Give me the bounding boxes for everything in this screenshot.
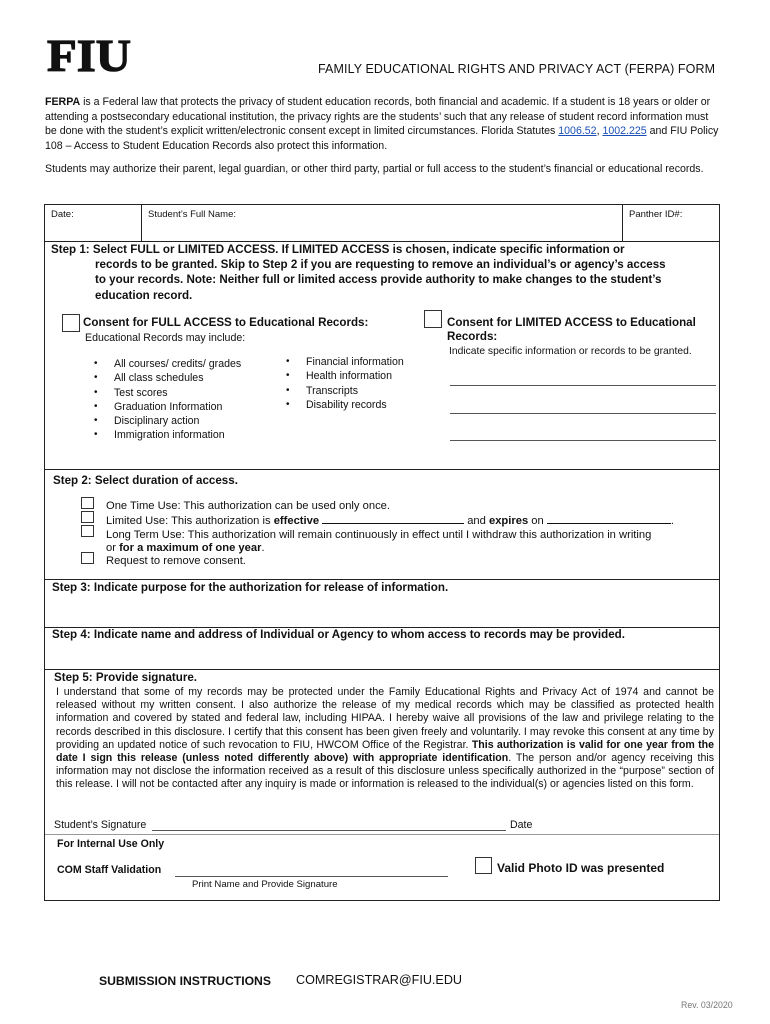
- full-access-label: Consent for FULL ACCESS to Educational Records:: [83, 316, 369, 329]
- limited-use-text: Limited Use: This authorization is: [106, 515, 274, 528]
- link-separator: ,: [596, 125, 603, 138]
- period2: .: [261, 541, 265, 554]
- revision-label: Rev. 03/2020: [681, 1000, 733, 1010]
- statute-link-1002[interactable]: 1002.225: [602, 125, 647, 138]
- submission-email[interactable]: COMREGISTRAR@FIU.EDU: [296, 973, 463, 987]
- form-title: FAMILY EDUCATIONAL RIGHTS AND PRIVACY ACT (FERPA) FORM: [318, 62, 716, 76]
- max-one-year: for a maximum of one year: [119, 541, 262, 554]
- print-name-label: Print Name and Provide Signature: [192, 879, 338, 890]
- record-type-item: • Transcripts: [281, 384, 461, 398]
- full-access-sub: Educational Records may include:: [85, 332, 246, 344]
- step1-line4: education record.: [95, 288, 193, 302]
- signature-date-label: Date: [510, 819, 533, 831]
- intro-paragraph: [45, 95, 720, 153]
- effective-label: effective: [273, 515, 320, 528]
- limited-access-sub: Indicate specific information or records to be granted.: [449, 346, 692, 357]
- signature-label: Student’s Signature: [54, 819, 147, 831]
- one-time-option: One Time Use: This authorization can be used only once.: [106, 500, 390, 512]
- internal-use-title: For Internal Use Only: [57, 838, 165, 850]
- record-type-item: • Immigration information: [89, 428, 279, 442]
- statute-link-1006[interactable]: 1006.52: [558, 125, 597, 138]
- record-type-item: • Graduation Information: [89, 400, 279, 414]
- or-text: or: [106, 541, 120, 554]
- record-type-item: • Disability records: [281, 398, 461, 412]
- record-type-item: • Disciplinary action: [89, 414, 279, 428]
- step1-line3: to your records. Note: Neither full or limited access provide authority to make changes to the student’s: [95, 273, 662, 287]
- record-type-item: • Test scores: [89, 386, 279, 400]
- record-type-item: • All class schedules: [89, 371, 279, 385]
- consent-text-bold: This authorization is valid for one year from the date I sign this release (unless noted differently above) with appropriate identification: [56, 738, 714, 765]
- limited-label-line1: Consent for LIMITED ACCESS to Educational: [447, 316, 696, 329]
- panther-id-label: Panther ID#:: [629, 209, 683, 220]
- intro-text: is a Federal law that protects the privacy of student education records, both financial and academic. If a student is 18 years or older or attending a postsecondary educational institution, the privacy rights are the students’ such that any release of student record information must be done with the student’s explicit written/electronic consent except in limited circumstances. Florida Statutes: [45, 96, 711, 138]
- staff-validation-label: COM Staff Validation: [57, 864, 162, 876]
- step4-title: Step 4: Indicate name and address of Individual or Agency to whom access to records may be provided.: [52, 628, 625, 641]
- intro-text-end: and FIU Policy 108 – Access to Student Education Records also protect this information.: [45, 125, 719, 152]
- step2-title: Step 2: Select duration of access.: [53, 474, 238, 487]
- date-label: Date:: [51, 209, 74, 220]
- and-text: and: [464, 515, 489, 528]
- period: .: [670, 515, 674, 528]
- limited-label-line2: Records:: [447, 330, 498, 344]
- submission-label: SUBMISSION INSTRUCTIONS: [99, 974, 271, 988]
- form-frame: [44, 204, 720, 901]
- step1-line1: Step 1: Select FULL or LIMITED ACCESS. If LIMITED ACCESS is chosen, indicate specific information or: [51, 243, 625, 256]
- remove-consent-option: Request to remove consent.: [106, 555, 246, 568]
- student-name-label: Student’s Full Name:: [148, 209, 237, 220]
- record-type-item: • Financial information: [281, 355, 461, 369]
- valid-id-label: Valid Photo ID was presented: [497, 861, 665, 875]
- fiu-logo-text: FIU: [47, 33, 131, 77]
- ferpa-bold: FERPA: [45, 96, 81, 108]
- step5-title: Step 5: Provide signature.: [54, 671, 198, 684]
- expires-label: expires: [488, 515, 529, 528]
- step3-title: Step 3: Indicate purpose for the authorization for release of information.: [52, 581, 449, 594]
- record-type-item: • Health information: [281, 369, 461, 383]
- long-term-option: Long Term Use: This authorization will remain continuously in effect until I withdraw this authorization in writing: [106, 528, 652, 541]
- intro-paragraph-2: Students may authorize their parent, legal guardian, or other third party, partial or full access to the student’s financial or educational records.: [45, 163, 704, 175]
- record-type-item: • All courses/ credits/ grades: [89, 357, 279, 371]
- fiu-logo: [47, 33, 133, 77]
- consent-text-a: I understand that some of my records may be protected under the Family Educational Rights and Privacy Act of 1974 and cannot be released without my written consent. I also authorize the release of my medical records which may be classified as protected health information and covered by stated and federal law, including HIPAA. I hereby waive all provisions of the law and privilege relating to the records described in this disclosure. I certify that this consent has been given freely and voluntarily. I may revoke this consent at any time by providing an updated notice of such revocation to FIU, HWCOM Office of the Registrar.: [56, 686, 714, 751]
- on-text: on: [528, 515, 547, 528]
- consent-text-b: . The person and/or agency receiving this information may not disclose the information received as a result of this disclosure unless specifically authorized in the “purpose” section of this release. I will not be contacted after any inquiry is made or information is released to the individual(s) or agencies listed on this form.: [56, 752, 715, 791]
- step1-line2: records to be granted. Skip to Step 2 if you are requesting to remove an individual’s or agency’s access: [95, 258, 666, 272]
